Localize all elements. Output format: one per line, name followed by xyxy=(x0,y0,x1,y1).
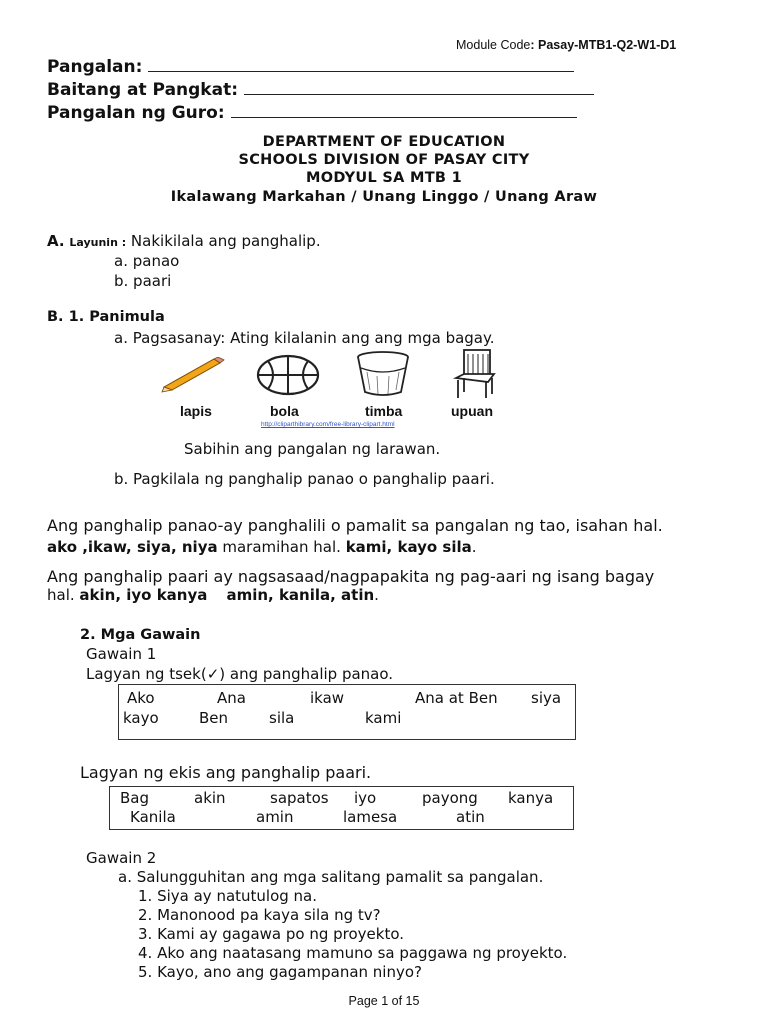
picture-label-timba: timba xyxy=(365,403,403,419)
baitang-line[interactable] xyxy=(244,80,594,95)
gawain-2-instruction: a. Salungguhitan ang mga salitang pamalit sa pangalan. xyxy=(118,868,544,886)
pencil-icon xyxy=(160,357,226,393)
panao-examples: ako ,ikaw, siya, niya maramihan hal. kami, kayo sila. xyxy=(47,538,477,556)
field-guro[interactable]: Pangalan ng Guro: xyxy=(47,103,577,123)
word-option[interactable]: iyo xyxy=(354,789,377,807)
gawain-2-item: 3. Kami ay gagawa po ng proyekto. xyxy=(138,925,405,943)
word-option[interactable]: kami xyxy=(365,709,402,727)
word-option[interactable]: Kanila xyxy=(130,808,176,826)
gawain-1-instruction: Lagyan ng tsek(✓) ang panghalip panao. xyxy=(86,665,394,683)
title-module: MODYUL SA MTB 1 xyxy=(305,170,463,186)
section-b-heading: B. 1. Panimula xyxy=(47,309,165,325)
panao-definition: Ang panghalip panao-ay panghalili o pamalit sa pangalan ng tao, isahan hal. xyxy=(47,516,663,535)
gawain-2-item: 5. Kayo, ano ang gagampanan ninyo? xyxy=(138,963,422,981)
pagkilala-text: b. Pagkilala ng panghalip panao o panghalip paari. xyxy=(114,470,495,488)
paari-examples: hal. akin, iyo kanya amin, kanila, atin. xyxy=(47,586,379,604)
gawain-2-item: 4. Ako ang naatasang mamuno sa paggawa ng proyekto. xyxy=(138,944,568,962)
paari-word-box xyxy=(109,786,574,830)
page-number: Page 1 of 15 xyxy=(348,994,420,1008)
guro-line[interactable] xyxy=(231,103,577,118)
field-baitang[interactable]: Baitang at Pangkat: xyxy=(47,80,594,100)
module-code: Module Code: Pasay-MTB1-Q2-W1-D1 xyxy=(456,38,677,52)
word-option[interactable]: ikaw xyxy=(310,689,345,707)
section-a-heading: A. Layunin : Nakikilala ang panghalip. xyxy=(47,232,321,250)
word-option[interactable]: Ako xyxy=(127,689,155,707)
word-option[interactable]: atin xyxy=(456,808,485,826)
picture-instruction: Sabihin ang pangalan ng larawan. xyxy=(184,440,441,458)
title-department: DEPARTMENT OF EDUCATION xyxy=(262,134,506,150)
gawain-heading: 2. Mga Gawain xyxy=(80,627,201,643)
word-option[interactable]: kanya xyxy=(508,789,554,807)
picture-label-bola: bola xyxy=(270,403,299,419)
section-a-item-a: a. panao xyxy=(114,252,180,270)
word-option[interactable]: Ben xyxy=(199,709,229,727)
word-option[interactable]: sapatos xyxy=(270,789,329,807)
picture-label-lapis: lapis xyxy=(180,403,212,419)
gawain-2-title: Gawain 2 xyxy=(86,849,157,867)
bucket-icon xyxy=(355,350,411,398)
word-option[interactable]: sila xyxy=(269,709,295,727)
title-quarter: Ikalawang Markahan / Unang Linggo / Unang Araw xyxy=(170,189,598,205)
clipart-source-link[interactable]: http://cliparthibrary.com/free-library-clipart.html xyxy=(261,421,395,428)
pagsasanay-text: a. Pagsasanay: Ating kilalanin ang ang mga bagay. xyxy=(114,329,495,347)
check-icon: ✓ xyxy=(206,665,220,683)
pangalan-line[interactable] xyxy=(148,57,574,72)
word-option[interactable]: payong xyxy=(422,789,478,807)
gawain-2-item: 1. Siya ay natutulog na. xyxy=(138,887,318,905)
word-option[interactable]: amin xyxy=(256,808,294,826)
gawain-1-title: Gawain 1 xyxy=(86,645,157,663)
field-pangalan[interactable]: Pangalan: xyxy=(47,57,574,77)
picture-label-upuan: upuan xyxy=(451,403,493,419)
gawain-2-item: 2. Manonood pa kaya sila ng tv? xyxy=(138,906,381,924)
word-option[interactable]: kayo xyxy=(123,709,159,727)
word-option[interactable]: Ana at Ben xyxy=(415,689,498,707)
paari-definition: Ang panghalip paari ay nagsasaad/nagpapakita ng pag-aari ng isang bagay xyxy=(47,567,655,586)
section-a-item-b: b. paari xyxy=(114,272,172,290)
word-option[interactable]: Ana xyxy=(217,689,246,707)
title-division: SCHOOLS DIVISION OF PASAY CITY xyxy=(238,152,530,168)
word-option[interactable]: akin xyxy=(194,789,226,807)
ball-icon xyxy=(256,354,320,396)
word-option[interactable]: siya xyxy=(531,689,562,707)
panao-word-box xyxy=(118,684,576,740)
word-option[interactable]: Bag xyxy=(120,789,150,807)
gawain-1b-instruction: Lagyan ng ekis ang panghalip paari. xyxy=(80,763,372,782)
word-option[interactable]: lamesa xyxy=(343,808,398,826)
chair-icon xyxy=(452,348,498,400)
